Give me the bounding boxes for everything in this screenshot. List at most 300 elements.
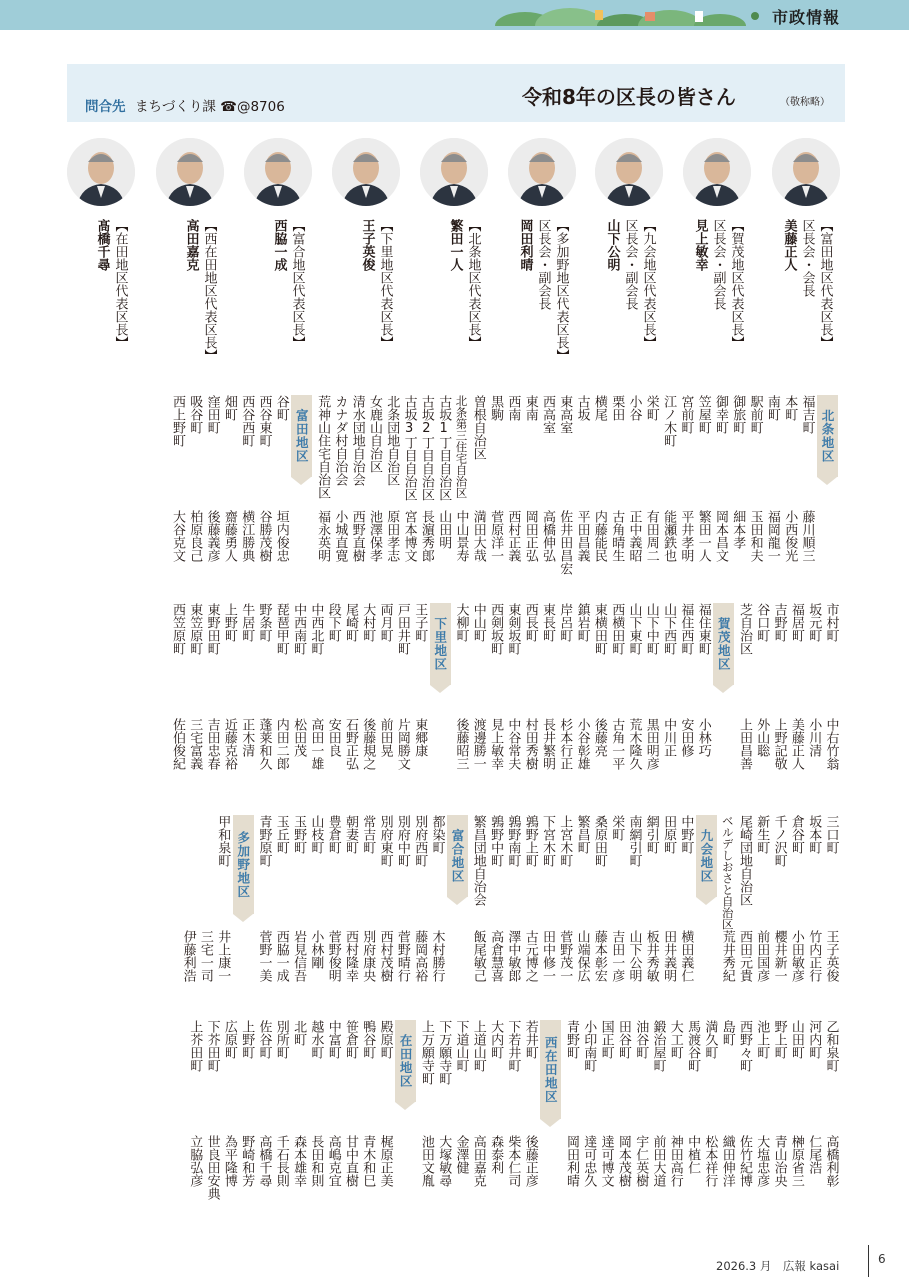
- chief-name: 王子英俊: [823, 930, 839, 982]
- chief-name: 古角晴生: [609, 510, 625, 562]
- town-name: 西野々町: [737, 1020, 752, 1072]
- town-name: 戸田井町: [394, 603, 410, 655]
- chief-name: 内田二郎: [273, 718, 289, 770]
- chief-name: 松本祥行: [702, 1135, 718, 1187]
- chief-name: 満田大哉: [470, 510, 486, 562]
- town-name: 東剣坂町: [505, 603, 521, 655]
- district-tag: 西在田地区: [540, 1020, 561, 1119]
- chief-name: 西野直樹: [349, 510, 365, 562]
- chief-name: 大塩忠彦: [754, 1135, 770, 1187]
- chief-name: 宇仁英樹: [633, 1135, 649, 1187]
- town-name: 鶉野上町: [522, 815, 538, 867]
- chief-name: 玉田和夫: [747, 510, 763, 562]
- town-name: 古坂2丁目自治区: [418, 395, 434, 501]
- town-name: 中西北町: [308, 603, 324, 655]
- chief-name: 佐伯俊紀: [170, 718, 185, 770]
- town-name: 古坂: [574, 395, 590, 421]
- rep-name: 高田嘉克: [183, 219, 199, 271]
- chief-name: 池田文胤: [418, 1135, 434, 1187]
- chief-name: 高田嘉克: [470, 1135, 486, 1187]
- portrait-photo: [156, 138, 224, 206]
- chief-name: 高倉慧喜: [488, 930, 504, 982]
- town-name: 河内町: [806, 1020, 822, 1059]
- chief-name: 為平隆博: [221, 1135, 237, 1187]
- town-name: 上道山町: [470, 1020, 486, 1072]
- chief-name: 前田国彦: [754, 930, 770, 982]
- portrait-photo: [772, 138, 840, 206]
- town-name: 玉野町: [291, 815, 307, 854]
- town-name: 西南: [505, 395, 521, 421]
- town-name: 栄町: [609, 815, 625, 841]
- chief-name: 齋藤勇人: [221, 510, 237, 562]
- town-name: 王子町: [412, 603, 428, 642]
- district-tag: 富田地区: [291, 395, 312, 477]
- town-name: 両月町: [377, 603, 393, 642]
- town-name: 田谷町: [615, 1020, 631, 1059]
- town-name: 牛居町: [239, 603, 255, 642]
- chief-name: 福岡龍一: [764, 510, 780, 562]
- chief-name: 小川清: [806, 718, 822, 757]
- town-name: 福住西町: [678, 603, 694, 655]
- town-name: 広原町: [221, 1020, 237, 1059]
- town-name: 黒駒: [488, 395, 504, 421]
- town-name: 御幸町: [713, 395, 728, 434]
- chief-name: 蓬莱和久: [256, 718, 272, 770]
- town-name: 西上野町: [170, 395, 185, 447]
- chief-name: 佐井田昌宏: [557, 510, 573, 575]
- person-icon: [772, 138, 840, 206]
- town-name: 下宮木町: [540, 815, 555, 867]
- town-name: 常吉町: [360, 815, 376, 854]
- chief-name: 石野正弘: [343, 718, 358, 770]
- district-tag: 多加野地区: [233, 815, 254, 914]
- town-name: 大工町: [667, 1020, 683, 1059]
- town-name: 新生町: [754, 815, 770, 854]
- chief-name: 荒木隆久: [626, 718, 642, 770]
- portrait-photo: [595, 138, 663, 206]
- town-name: 大内町: [488, 1020, 504, 1059]
- town-name: 宮前町: [678, 395, 694, 434]
- town-name: 古坂1丁目自治区: [436, 395, 452, 501]
- chief-name: 吉田一彦: [609, 930, 625, 982]
- chief-name: 小西俊光: [782, 510, 798, 562]
- town-name: 別府東町: [377, 815, 393, 867]
- town-name: 桑原田町: [591, 815, 607, 867]
- chief-name: 千石長則: [273, 1135, 289, 1187]
- chief-name: 木村勝行: [429, 930, 445, 982]
- chief-name: 正木清: [239, 718, 255, 757]
- rep-name: 見上敏幸: [692, 219, 708, 271]
- chief-name: 高橋千尋: [256, 1135, 272, 1187]
- chief-name: 谷勝茂樹: [256, 510, 272, 562]
- town-name: 清水団地自治会: [349, 395, 365, 486]
- town-name: 玉丘町: [273, 815, 289, 854]
- rep-area: 【西在田地区代表区長】: [201, 219, 217, 362]
- chief-name: 田井義明: [661, 930, 677, 982]
- chief-name: 西脇一成: [273, 930, 289, 982]
- chief-name: 長井繁明: [540, 718, 555, 770]
- chief-name: 大塚敏尋: [436, 1135, 452, 1187]
- district-tag: 下里地区: [430, 603, 451, 685]
- rep-area: 【多加野地区代表区長】: [553, 219, 569, 362]
- town-name: 中山町: [470, 603, 486, 642]
- footer-date: 2026.3 月 広報 kasai: [716, 1259, 840, 1273]
- town-name: 西谷西町: [239, 395, 255, 447]
- chief-name: 梶原正美: [377, 1135, 393, 1187]
- town-name: 山下東町: [626, 603, 642, 655]
- town-name: 上宮木町: [557, 815, 573, 867]
- town-name: 青野町: [564, 1020, 579, 1059]
- town-name: 馬渡谷町: [685, 1020, 701, 1072]
- chief-name: 能瀬鉄也: [661, 510, 677, 562]
- chief-name: 小谷彰雄: [574, 718, 590, 770]
- chief-name: 高橋伸弘: [540, 510, 555, 562]
- town-name: 荒神山住宅自治区: [315, 395, 331, 499]
- town-name: 上万願寺町: [418, 1020, 434, 1085]
- rep-name: 岡田利晴: [517, 219, 533, 271]
- chief-name: 細本孝: [730, 510, 746, 549]
- chief-name: 田中修一: [540, 930, 555, 982]
- town-name: 谷口町: [754, 603, 770, 642]
- town-name: 別府西町: [412, 815, 428, 867]
- chief-name: 外山聡: [754, 718, 770, 757]
- town-name: 坂本町: [806, 815, 822, 854]
- chief-name: 小城直寛: [332, 510, 348, 562]
- town-name: 中富町: [325, 1020, 341, 1059]
- chief-name: 池澤保孝: [367, 510, 382, 562]
- rep-name: 西脇一成: [271, 219, 287, 271]
- chief-name: 三宅富義: [187, 718, 203, 770]
- town-name: 下芥田町: [204, 1020, 220, 1072]
- town-name: 曽根自治区: [470, 395, 486, 460]
- town-name: 西笠原町: [170, 603, 185, 655]
- town-name: 佐谷町: [256, 1020, 272, 1059]
- town-name: 南町: [764, 395, 780, 421]
- town-name: 繁昌団地自治会: [470, 815, 486, 906]
- town-name: 若井町: [522, 1020, 538, 1059]
- district-tag: 北条地区: [817, 395, 838, 477]
- person-icon: [67, 138, 135, 206]
- chief-name: 渡邊勝一: [470, 718, 486, 770]
- town-name: 油谷町: [633, 1020, 649, 1059]
- page-number: 6: [878, 1252, 886, 1266]
- rep-area: 【富合地区代表区長】: [289, 219, 305, 349]
- chief-name: 後藤昭三: [453, 718, 469, 770]
- town-name: 段下町: [325, 603, 341, 642]
- town-name: 繁昌町: [574, 815, 590, 854]
- rep-area: 【下里地区代表区長】: [377, 219, 393, 349]
- chief-name: 達可忠久: [581, 1135, 597, 1187]
- rep-name: 繁田一人: [447, 219, 463, 271]
- chief-name: 織田伸洋: [719, 1135, 735, 1187]
- portrait-photo: [420, 138, 488, 206]
- chief-name: 中植仁: [685, 1135, 701, 1174]
- town-name: 山下中町: [643, 603, 659, 655]
- town-name: 千ノ沢町: [771, 815, 787, 867]
- town-name: 古坂3丁目自治区: [401, 395, 417, 501]
- chief-name: 大谷克文: [170, 510, 185, 562]
- district-tag: 富合地区: [447, 815, 468, 897]
- town-name: 琵琶甲町: [273, 603, 289, 655]
- chief-name: 仁尾浩: [806, 1135, 822, 1174]
- chief-name: 見上敏幸: [488, 718, 504, 770]
- town-name: 倉谷町: [788, 815, 804, 854]
- chief-name: 榊原省三: [788, 1135, 804, 1187]
- chief-name: 吉田忠春: [204, 718, 220, 770]
- chief-name: 小田敏彦: [788, 930, 804, 982]
- rep-name: 美藤正人: [781, 219, 797, 271]
- rep-area: 【在田地区代表区長】: [112, 219, 128, 349]
- town-name: 北条団地自治区: [384, 395, 400, 486]
- chief-name: 菅野晴行: [394, 930, 410, 982]
- chief-name: 金澤健: [453, 1135, 469, 1174]
- chief-name: 有田周二: [643, 510, 659, 562]
- chief-name: 森本雄幸: [291, 1135, 307, 1187]
- chief-name: 竹内正行: [806, 930, 822, 982]
- town-name: 栄町: [643, 395, 659, 421]
- chief-name: 横田義仁: [678, 930, 694, 982]
- chief-name: 平田昌義: [574, 510, 590, 562]
- chief-name: 達可博文: [598, 1135, 614, 1187]
- portrait-photo: [683, 138, 751, 206]
- chief-name: 柴本仁司: [505, 1135, 521, 1187]
- chief-name: 黒田明彦: [643, 718, 659, 770]
- person-icon: [508, 138, 576, 206]
- town-name: 東野田町: [204, 603, 220, 655]
- chief-name: 荒井秀紀: [719, 930, 735, 982]
- town-name: 西剣坂町: [488, 603, 504, 655]
- chief-name: 中川正: [661, 718, 677, 757]
- chief-name: 後藤亮: [591, 718, 607, 757]
- chief-name: 前田晃: [377, 718, 393, 757]
- chief-name: 中谷常夫: [505, 718, 521, 770]
- inquiry-label: 問合先: [85, 99, 126, 115]
- rep-area: 【北条地区代表区長】: [465, 219, 481, 349]
- chief-name: 片岡勝文: [394, 718, 410, 770]
- town-name: 田原町: [661, 815, 677, 854]
- footer-divider: [868, 1245, 869, 1277]
- chief-name: 後藤義彦: [204, 510, 220, 562]
- town-name: 西高室: [540, 395, 555, 434]
- honorific-note: （敬称略）: [780, 97, 830, 108]
- chief-name: 立脇弘彦: [187, 1135, 203, 1187]
- town-name: 朝妻町: [343, 815, 358, 854]
- person-icon: [156, 138, 224, 206]
- person-icon: [332, 138, 400, 206]
- town-name: 鶉野南町: [505, 815, 521, 867]
- chief-name: 村田秀樹: [522, 718, 538, 770]
- chief-name: 美藤正人: [788, 718, 804, 770]
- person-icon: [420, 138, 488, 206]
- chief-name: 山端保広: [574, 930, 590, 982]
- town-name: 青野原町: [256, 815, 272, 867]
- town-name: 池上町: [754, 1020, 770, 1059]
- town-name: 山下西町: [661, 603, 677, 655]
- chief-name: 板井秀敏: [643, 930, 659, 982]
- town-name: 下道山町: [453, 1020, 469, 1072]
- chief-name: 澤中敏郎: [505, 930, 521, 982]
- town-name: 福住東町: [695, 603, 711, 655]
- portrait-photo: [332, 138, 400, 206]
- chief-name: 内藤能民: [591, 510, 607, 562]
- chief-name: 小林剛: [308, 930, 324, 969]
- rep-role: 区長会・副会長: [710, 219, 726, 310]
- rep-role: 区長会・副会長: [535, 219, 551, 310]
- chief-name: 甘中直樹: [343, 1135, 358, 1187]
- town-name: 尾崎町: [343, 603, 358, 642]
- chief-name: 後藤正彦: [522, 1135, 538, 1187]
- chief-name: 森泰利: [488, 1135, 504, 1174]
- town-name: 三口町: [823, 815, 839, 854]
- town-name: 本町: [782, 395, 798, 421]
- chief-name: 柏原良己: [187, 510, 203, 562]
- chief-name: 野崎和芳: [239, 1135, 255, 1187]
- town-name: 小印南町: [581, 1020, 597, 1072]
- chief-name: 西村茂樹: [377, 930, 393, 982]
- rep-role: 区長会・会長: [799, 219, 815, 297]
- portrait-photo: [508, 138, 576, 206]
- chief-name: 菅野俊明: [325, 930, 341, 982]
- chief-name: 岡本茂樹: [615, 1135, 631, 1187]
- district-tag: 在田地区: [395, 1020, 416, 1102]
- portrait-photo: [244, 138, 312, 206]
- rep-area: 【賀茂地区代表区長】: [728, 219, 744, 349]
- chief-name: 菅原洋一: [488, 510, 504, 562]
- person-icon: [595, 138, 663, 206]
- chief-name: 藤本彰宏: [591, 930, 607, 982]
- town-name: 野条町: [256, 603, 272, 642]
- chief-name: 繁田一人: [695, 510, 711, 562]
- town-name: 北条第三住宅自治区: [454, 395, 469, 499]
- chief-name: 菅野一美: [256, 930, 272, 982]
- chief-name: 前田大道: [650, 1135, 666, 1187]
- chief-name: 三宅一司: [197, 930, 213, 982]
- town-name: 下若井町: [505, 1020, 521, 1072]
- chief-name: 長田和則: [308, 1135, 324, 1187]
- inquiry-text: まちづくり課 ☎@8706: [135, 99, 285, 115]
- town-name: 別所町: [273, 1020, 289, 1059]
- chief-name: 松田茂: [291, 718, 307, 757]
- chief-name: 古元博之: [522, 930, 538, 982]
- town-name: 北町: [291, 1020, 307, 1046]
- chief-name: 正中義昭: [626, 510, 642, 562]
- chief-name: 菅野茂一: [557, 930, 573, 982]
- chief-name: 藤岡高裕: [412, 930, 428, 982]
- town-name: 谷町: [273, 395, 289, 421]
- town-name: 中野町: [678, 815, 694, 854]
- chief-name: 原田孝志: [384, 510, 400, 562]
- chief-name: 安田修: [678, 718, 694, 757]
- town-name: 尾崎団地自治区: [737, 815, 752, 906]
- town-name: 西谷東町: [256, 395, 272, 447]
- town-name: 畑町: [221, 395, 237, 421]
- chief-name: 西村隆幸: [343, 930, 358, 982]
- town-name: 山枝町: [308, 815, 324, 854]
- chief-name: 高田一雄: [308, 718, 324, 770]
- rep-area: 【富田地区代表区長】: [817, 219, 833, 349]
- rep-role: 区長会・副会長: [622, 219, 638, 310]
- town-name: 女鹿山自治区: [367, 395, 382, 473]
- town-name: 駅前町: [747, 395, 763, 434]
- town-name: 江ノ木町: [661, 395, 677, 447]
- chief-name: 西田元貴: [737, 930, 752, 982]
- chief-name: 高橋利彰: [823, 1135, 839, 1187]
- town-name: 大村町: [360, 603, 376, 642]
- town-name: カナダ村自治会: [332, 395, 348, 486]
- chief-name: 古角一平: [609, 718, 625, 770]
- town-name: 鴨谷町: [360, 1020, 376, 1059]
- rep-name: 王子英俊: [359, 219, 375, 271]
- chief-name: 岡本昌文: [713, 510, 728, 562]
- chief-name: 小林巧: [695, 718, 711, 757]
- chief-name: 別府康央: [360, 930, 376, 982]
- chief-name: 伊藤利浩: [180, 930, 196, 982]
- chief-name: 井上康一: [215, 930, 231, 982]
- chief-name: 山下公明: [626, 930, 642, 982]
- town-name: 国正町: [598, 1020, 614, 1059]
- town-name: 大柳町: [453, 603, 469, 642]
- town-name: 窪田町: [204, 395, 220, 434]
- town-name: 下万願寺町: [436, 1020, 452, 1085]
- town-name: ベルデしおさと自治区: [720, 815, 735, 930]
- chief-name: 神田高行: [667, 1135, 683, 1187]
- chief-name: 長濵秀郎: [418, 510, 434, 562]
- town-name: 東南: [522, 395, 538, 421]
- town-name: 鎮岩町: [574, 603, 590, 642]
- town-name: 東長町: [540, 603, 555, 642]
- person-icon: [683, 138, 751, 206]
- chief-name: 岡田利晴: [564, 1135, 579, 1187]
- town-name: 小谷: [626, 395, 642, 421]
- chief-name: 近藤克裕: [221, 718, 237, 770]
- town-name: 岸呂町: [557, 603, 573, 642]
- chief-name: 岡田正弘: [522, 510, 538, 562]
- chief-name: 東郷康: [412, 718, 428, 757]
- district-tag: 賀茂地区: [713, 603, 734, 685]
- town-name: 上野町: [221, 603, 237, 642]
- town-name: 越水町: [308, 1020, 324, 1059]
- town-name: 吸谷町: [187, 395, 203, 434]
- chief-name: 上野記敬: [771, 718, 787, 770]
- town-name: 芝自治区: [737, 603, 752, 655]
- town-name: 笠屋町: [695, 395, 711, 434]
- town-name: 西長町: [522, 603, 538, 642]
- section-label: 市政情報: [772, 8, 841, 27]
- rep-area: 【九会地区代表区長】: [640, 219, 656, 349]
- chief-name: 藤川順三: [799, 510, 815, 562]
- town-name: 網引町: [643, 815, 659, 854]
- chief-name: 岩見信吾: [291, 930, 307, 982]
- town-name: 福居町: [788, 603, 804, 642]
- town-name: 東横田町: [591, 603, 607, 655]
- town-name: 東笠原町: [187, 603, 203, 655]
- chief-name: 杉本行正: [557, 718, 573, 770]
- district-tag: 九会地区: [696, 815, 717, 897]
- town-name: 横尾: [591, 395, 607, 421]
- town-name: 別府中町: [394, 815, 410, 867]
- town-name: 上野町: [239, 1020, 255, 1059]
- chief-name: 安田良: [325, 718, 341, 757]
- town-name: 笹倉町: [343, 1020, 358, 1059]
- chief-name: 青木和巳: [360, 1135, 376, 1187]
- town-illustration: [495, 4, 795, 26]
- town-name: 栗田: [609, 395, 625, 421]
- town-name: 野上町: [771, 1020, 787, 1059]
- chief-name: 櫻井新一: [771, 930, 787, 982]
- chief-name: 平井孝明: [678, 510, 694, 562]
- town-name: 甲和泉町: [215, 815, 231, 867]
- chief-name: 佐竹紀博: [737, 1135, 752, 1187]
